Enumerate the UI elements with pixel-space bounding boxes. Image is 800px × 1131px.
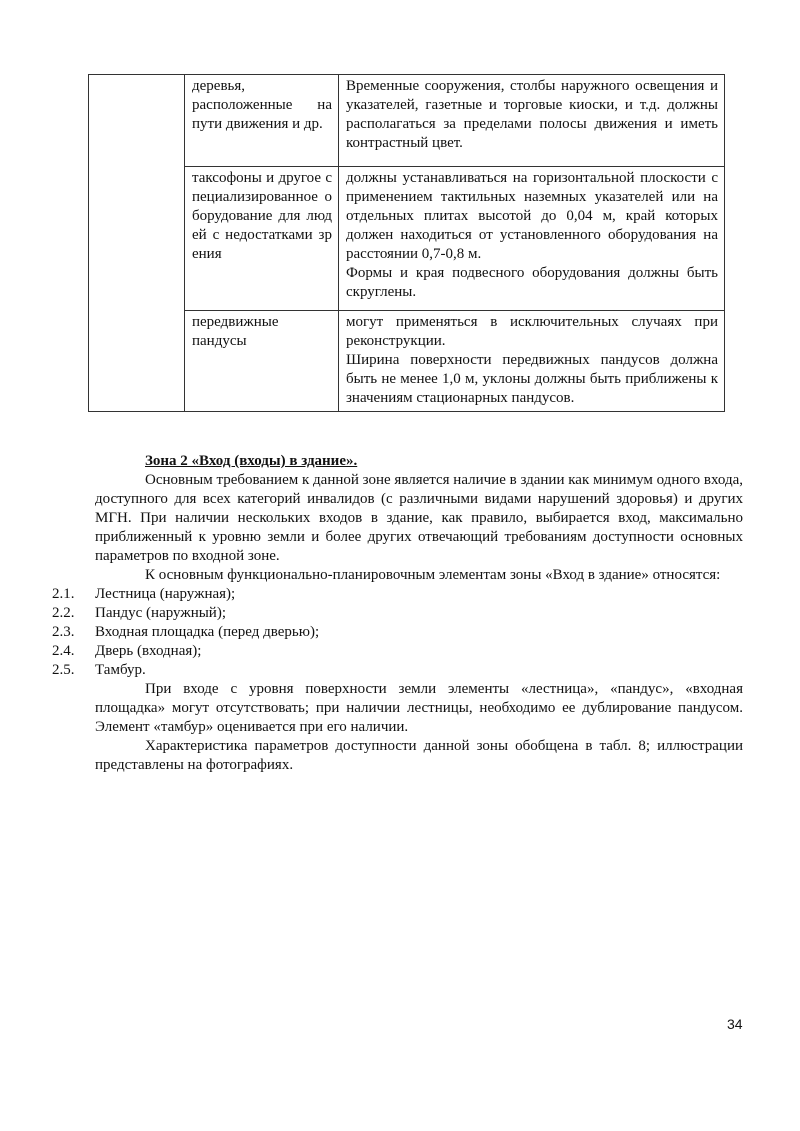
description-text: Формы и края подвесного оборудования должны быть скруглены. [346, 265, 718, 300]
table-cell-number [89, 75, 185, 412]
list-item-text: Тамбур. [95, 662, 146, 678]
list-item-number: 2.5. [52, 662, 75, 678]
table-cell-description [339, 167, 725, 311]
list-item-number: 2.2. [52, 605, 75, 621]
element-list [52, 585, 743, 680]
description-text: Временные сооружения, столбы наружного освещения и указателей, газетные и торговые киоски, и т.д. должны располагаться за пределами полосы движения и иметь контрастный цвет. [346, 78, 718, 151]
list-item-text: Входная площадка (перед дверью); [95, 624, 320, 640]
section-heading: Зона 2 «Вход (входы) в здание». [145, 453, 358, 469]
list-item-text: Дверь (входная); [95, 643, 202, 659]
page-number: 34 [727, 1016, 743, 1032]
list-item [52, 661, 743, 680]
paragraph: Характеристика параметров доступности данной зоны обобщена в табл. 8; иллюстрации представлены на фотографиях. [95, 738, 743, 773]
table-cell-description [339, 311, 725, 412]
element-name: передвижные пандусы [192, 314, 279, 349]
element-name: таксофоны и другое специализированное оборудование для людей с недостатками зрения [192, 170, 332, 262]
paragraph: Основным требованием к данной зоне является наличие в здании как минимум одного входа, доступного для всех категорий инвалидов (с различными видами нарушений здоровья) и других МГН. При наличии нескольких входов в здание, как правило, выбирается вход, максимально приближенный к уровню земли и более других отвечающий требованиям доступности основных параметров по входной зоне. [95, 472, 743, 564]
paragraph: При входе с уровня поверхности земли элементы «лестница», «пандус», «входная площадка» могут отсутствовать; при наличии лестницы, необходимо ее дублирование пандусом. Элемент «тамбур» оценивается при его наличии. [95, 681, 743, 735]
table-cell-element [185, 311, 339, 412]
element-name: деревья, расположенные на пути движения и др. [192, 78, 332, 132]
description-text: должны устанавливаться на горизонтальной плоскости с применением тактильных наземных указателей или на отдельных плитах высотой до 0,04 м, край которых должен находиться от установленного оборудования на расстоянии 0,7-0,8 м. [346, 170, 718, 262]
zone-section [52, 452, 743, 775]
table-row [89, 75, 725, 167]
table-row [89, 167, 725, 311]
list-item [52, 585, 743, 604]
table-row [89, 311, 725, 412]
list-item-number: 2.1. [52, 586, 75, 602]
list-item-text: Лестница (наружная); [95, 586, 236, 602]
list-item-number: 2.4. [52, 643, 75, 659]
paragraph: К основным функционально-планировочным элементам зоны «Вход в здание» относятся: [145, 567, 721, 583]
requirements-table [88, 74, 725, 412]
list-item-text: Пандус (наружный); [95, 605, 227, 621]
list-item [52, 642, 743, 661]
table-cell-element [185, 167, 339, 311]
list-item [52, 623, 743, 642]
table-cell-element [185, 75, 339, 167]
description-text: Ширина поверхности передвижных пандусов должна быть не менее 1,0 м, уклоны должны быть приближены к значениям стационарных пандусов. [346, 352, 718, 406]
list-item [52, 604, 743, 623]
table-cell-description [339, 75, 725, 167]
list-item-number: 2.3. [52, 624, 75, 640]
description-text: могут применяться в исключительных случаях при реконструкции. [346, 314, 718, 349]
